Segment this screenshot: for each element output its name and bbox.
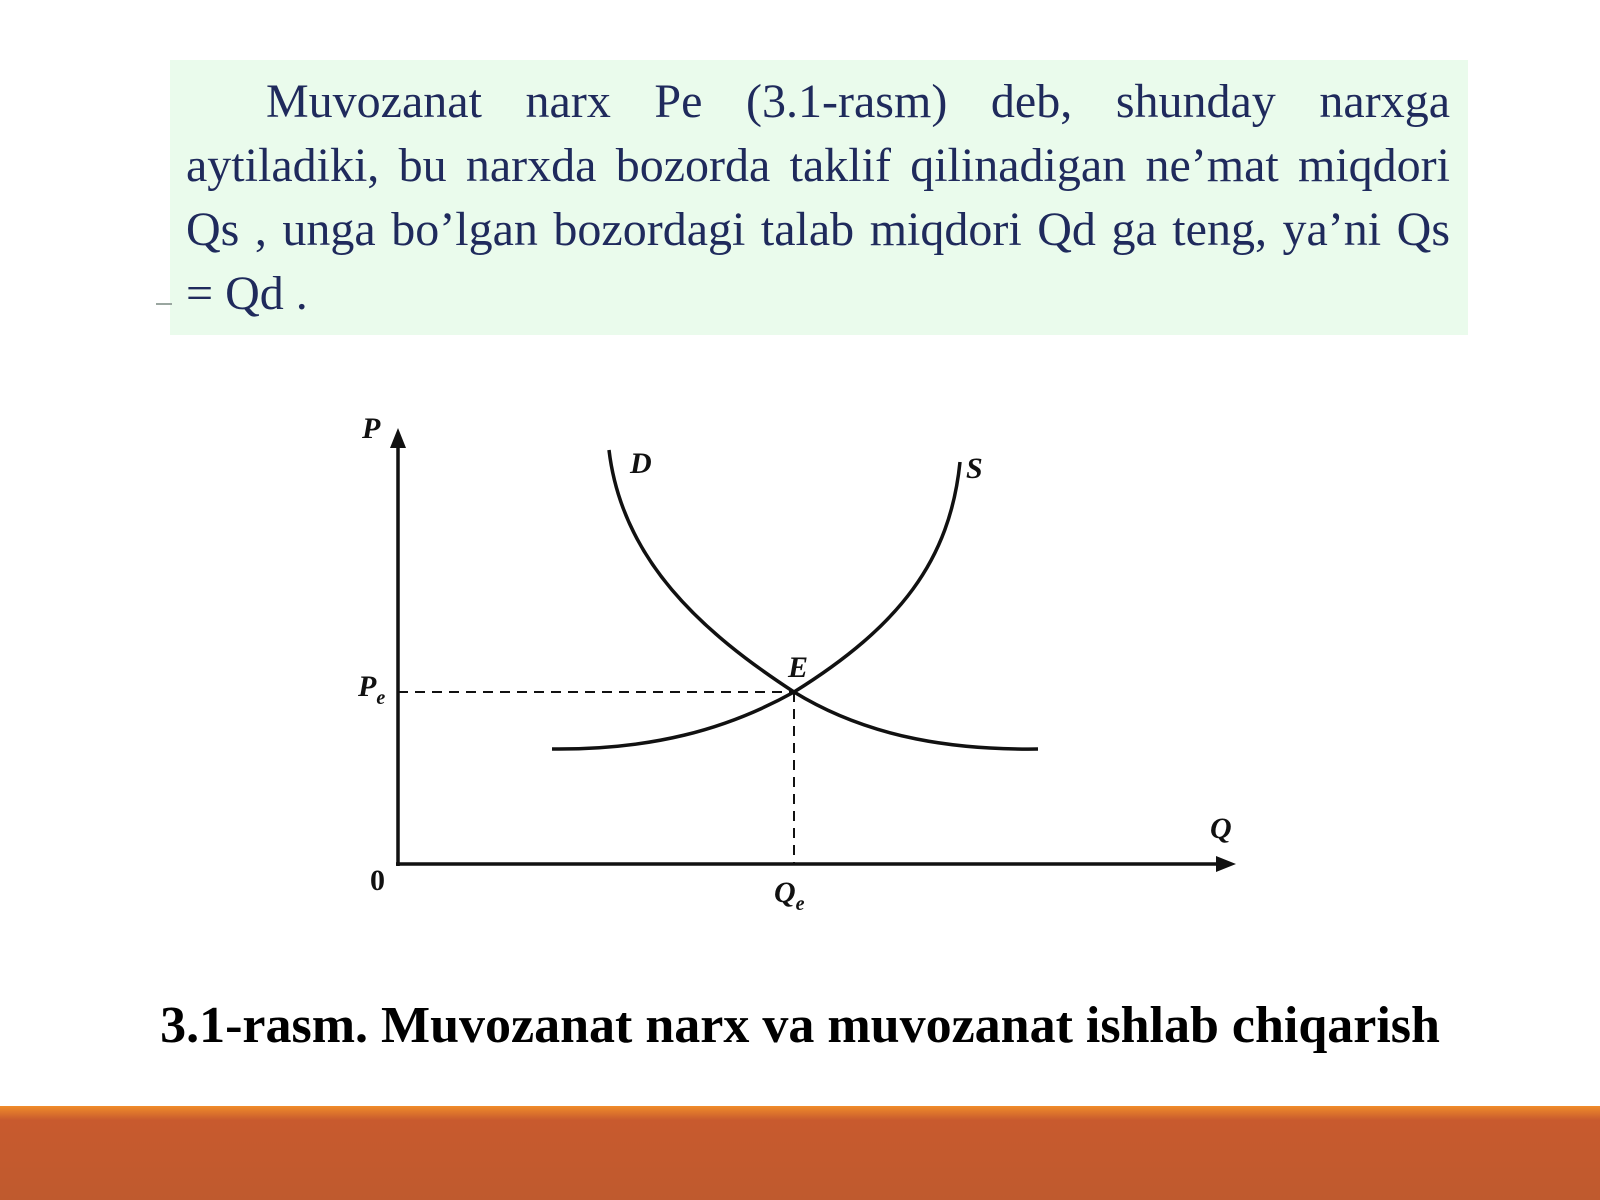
demand-label: D xyxy=(630,447,652,480)
q-axis-label: Q xyxy=(1210,812,1232,845)
qe-label xyxy=(774,876,805,915)
footer-bar xyxy=(0,1106,1600,1200)
demand-curve xyxy=(609,450,1038,749)
supply-curve xyxy=(552,462,960,749)
qe-label-main: Q xyxy=(774,876,796,909)
equilibrium-label: E xyxy=(788,651,809,684)
pe-label-main: P xyxy=(358,670,377,703)
p-axis-label: P xyxy=(362,412,381,445)
definition-paragraph: Muvozanat narx Pe (3.1-rasm) deb, shunday narxga aytiladiki, bu narxda bozorda taklif qilinadigan ne’mat miqdori Qs , unga bo’lgan bozordagi talab miqdori Qd ga teng, ya’ni Qs = Qd . xyxy=(186,75,1450,320)
y-axis-arrow xyxy=(390,428,406,448)
pe-label xyxy=(357,670,385,709)
pe-label-subscript: e xyxy=(376,687,386,709)
x-axis-arrow xyxy=(1216,856,1236,872)
qe-label-subscript: e xyxy=(795,893,805,915)
origin-label: 0 xyxy=(370,864,385,897)
supply-label: S xyxy=(966,452,983,485)
figure-caption: 3.1-rasm. Muvozanat narx va muvozanat ishlab chiqarish xyxy=(160,997,1440,1054)
